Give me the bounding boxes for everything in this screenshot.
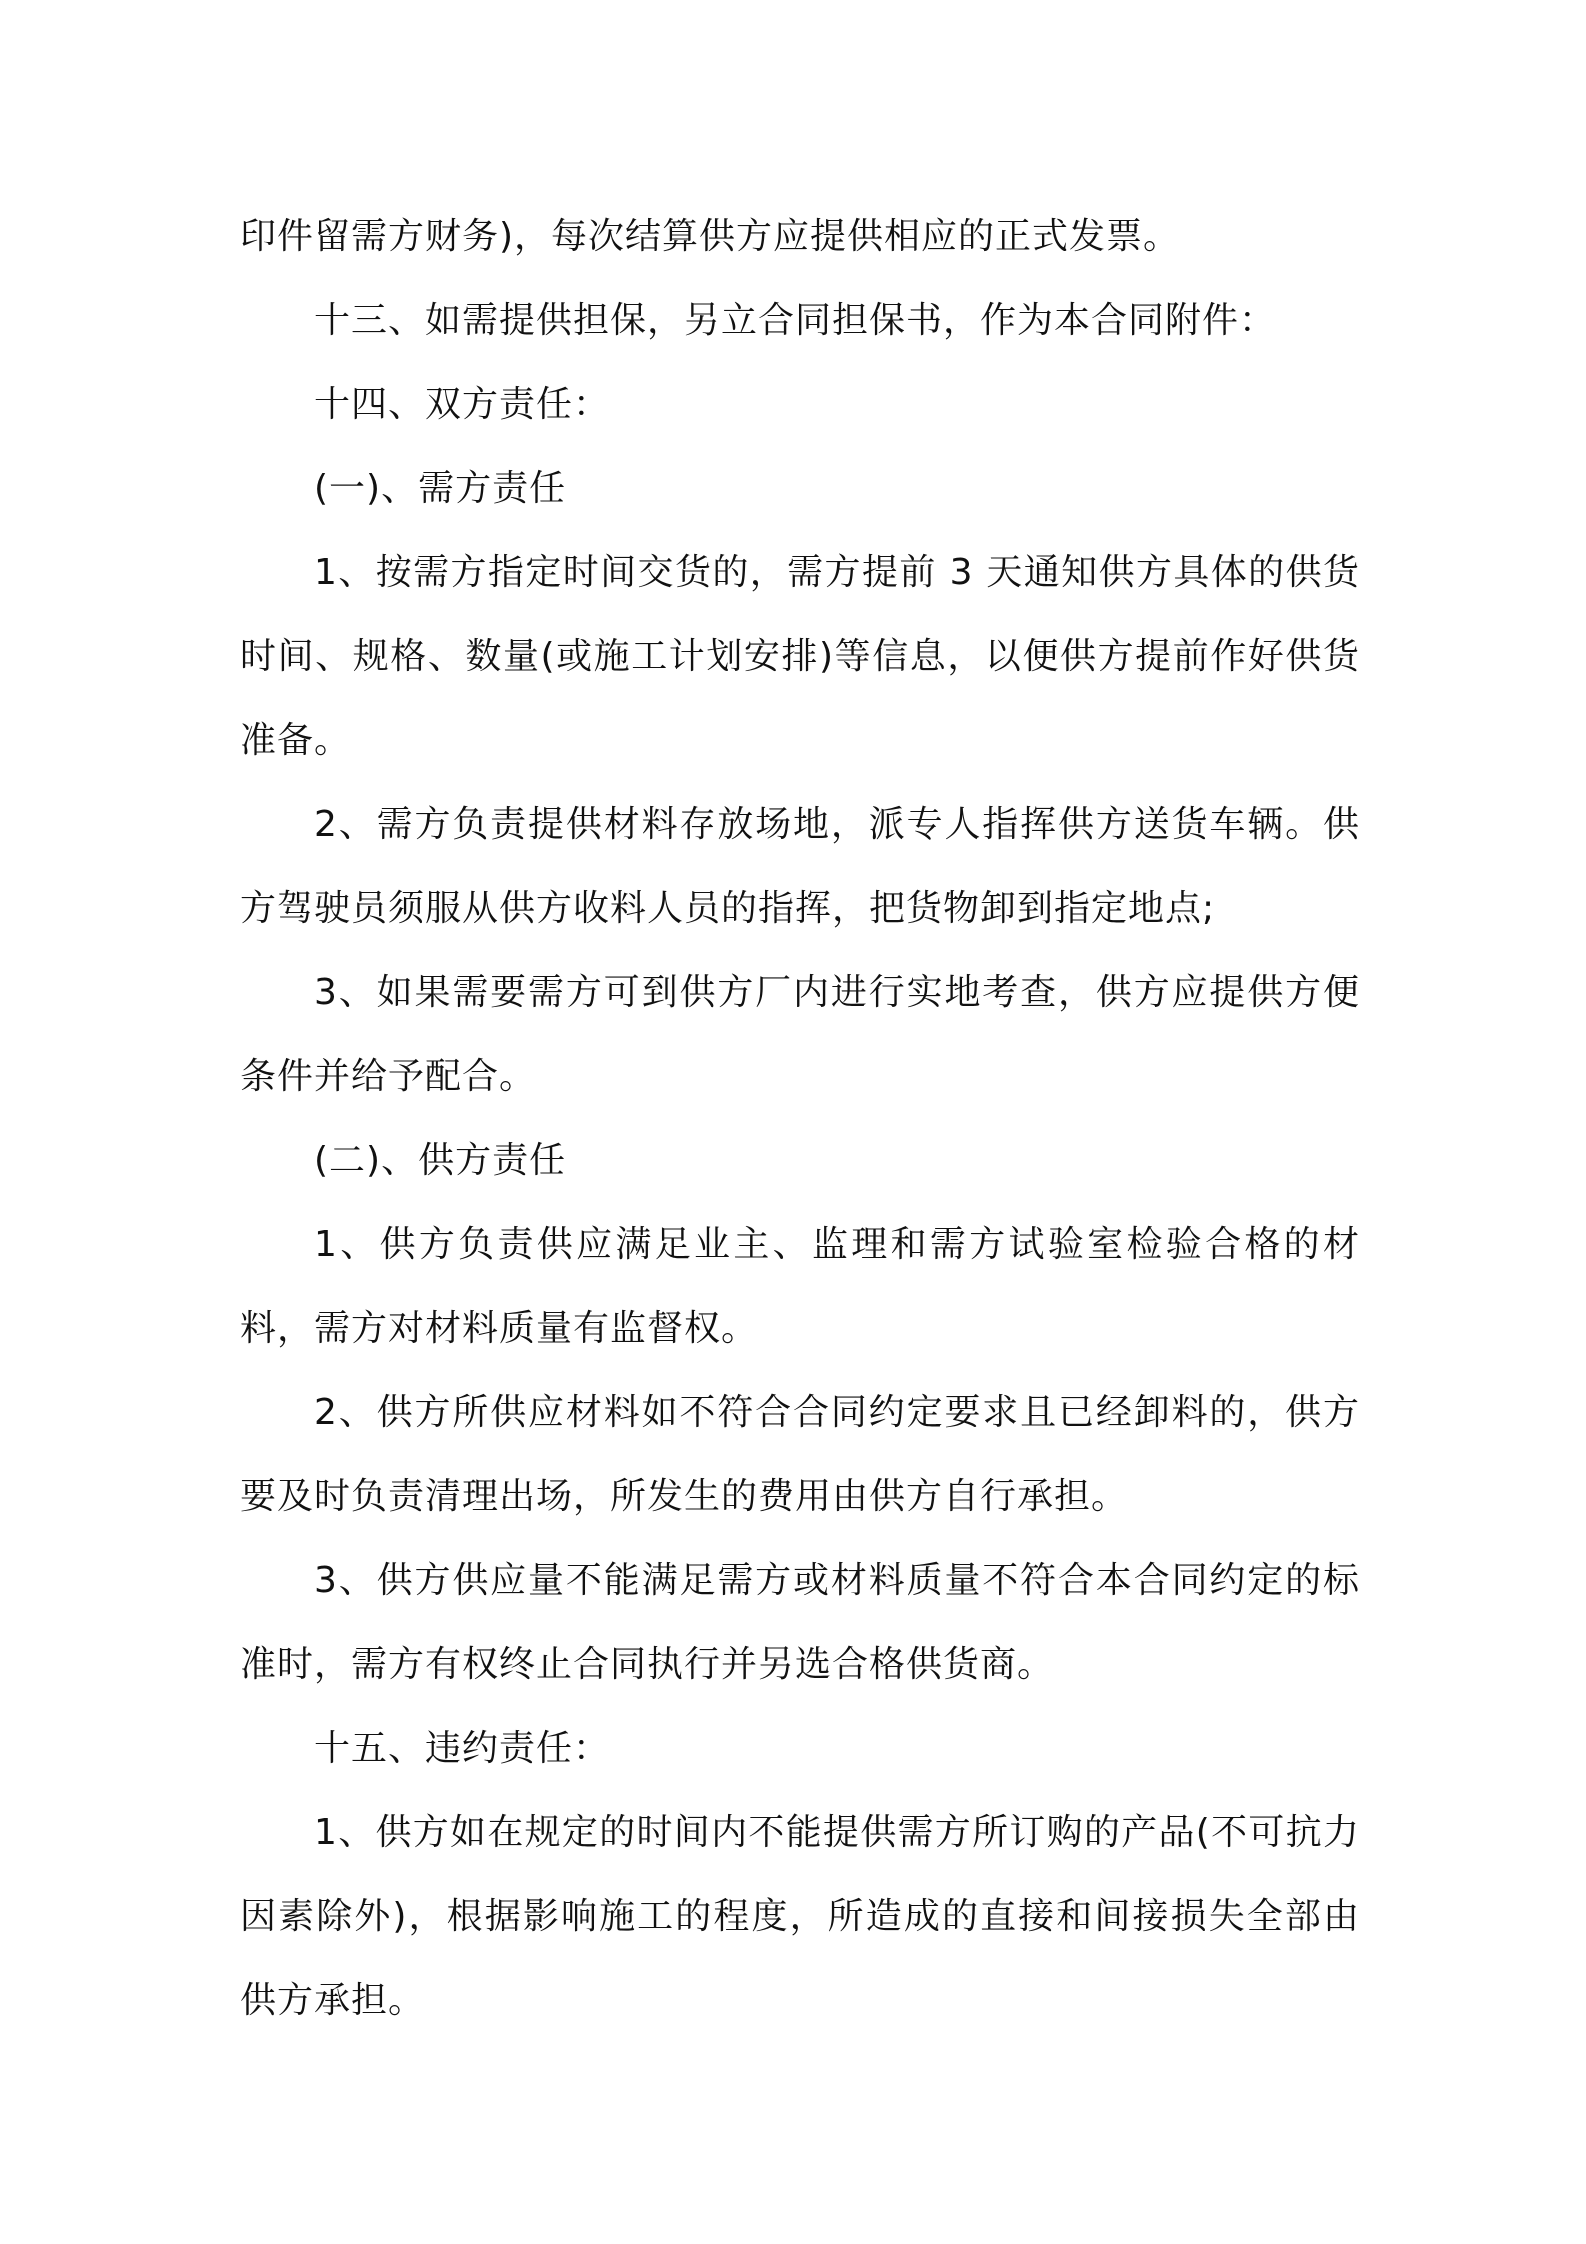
paragraph-breach-item-1: 1、供方如在规定的时间内不能提供需方所订购的产品(不可抗力因素除外)，根据影响施工的程度，所造成的直接和间接损失全部由供方承担。 [240,1812,1360,2021]
document-body [240,195,1360,2043]
paragraph-buyer-item-2: 2、需方负责提供材料存放场地，派专人指挥供方送货车辆。供方驾驶员须服从供方收料人员的指挥，把货物卸到指定地点; [240,804,1360,929]
paragraph-section-15: 十五、违约责任： [314,1728,611,1769]
paragraph-supplier-item-3: 3、供方供应量不能满足需方或材料质量不符合本合同约定的标准时，需方有权终止合同执行并另选合格供货商。 [240,1560,1360,1685]
paragraph-section-14: 十四、双方责任： [314,384,611,425]
paragraph-supplier-heading: (二)、供方责任 [314,1140,567,1181]
paragraph-supplier-item-1: 1、供方负责供应满足业主、监理和需方试验室检验合格的材料，需方对材料质量有监督权。 [240,1224,1360,1349]
paragraph-buyer-item-3: 3、如果需要需方可到供方厂内进行实地考查，供方应提供方便条件并给予配合。 [240,972,1360,1097]
paragraph-buyer-item-1: 1、按需方指定时间交货的，需方提前 3 天通知供方具体的供货时间、规格、数量(或施工计划安排)等信息，以便供方提前作好供货准备。 [240,552,1360,761]
paragraph-buyer-heading: (一)、需方责任 [314,468,567,509]
paragraph-invoice: 印件留需方财务)，每次结算供方应提供相应的正式发票。 [240,216,1181,257]
paragraph-section-13: 十三、如需提供担保，另立合同担保书，作为本合同附件： [314,300,1277,341]
paragraph-supplier-item-2: 2、供方所供应材料如不符合合同约定要求且已经卸料的，供方要及时负责清理出场，所发生的费用由供方自行承担。 [240,1392,1360,1517]
